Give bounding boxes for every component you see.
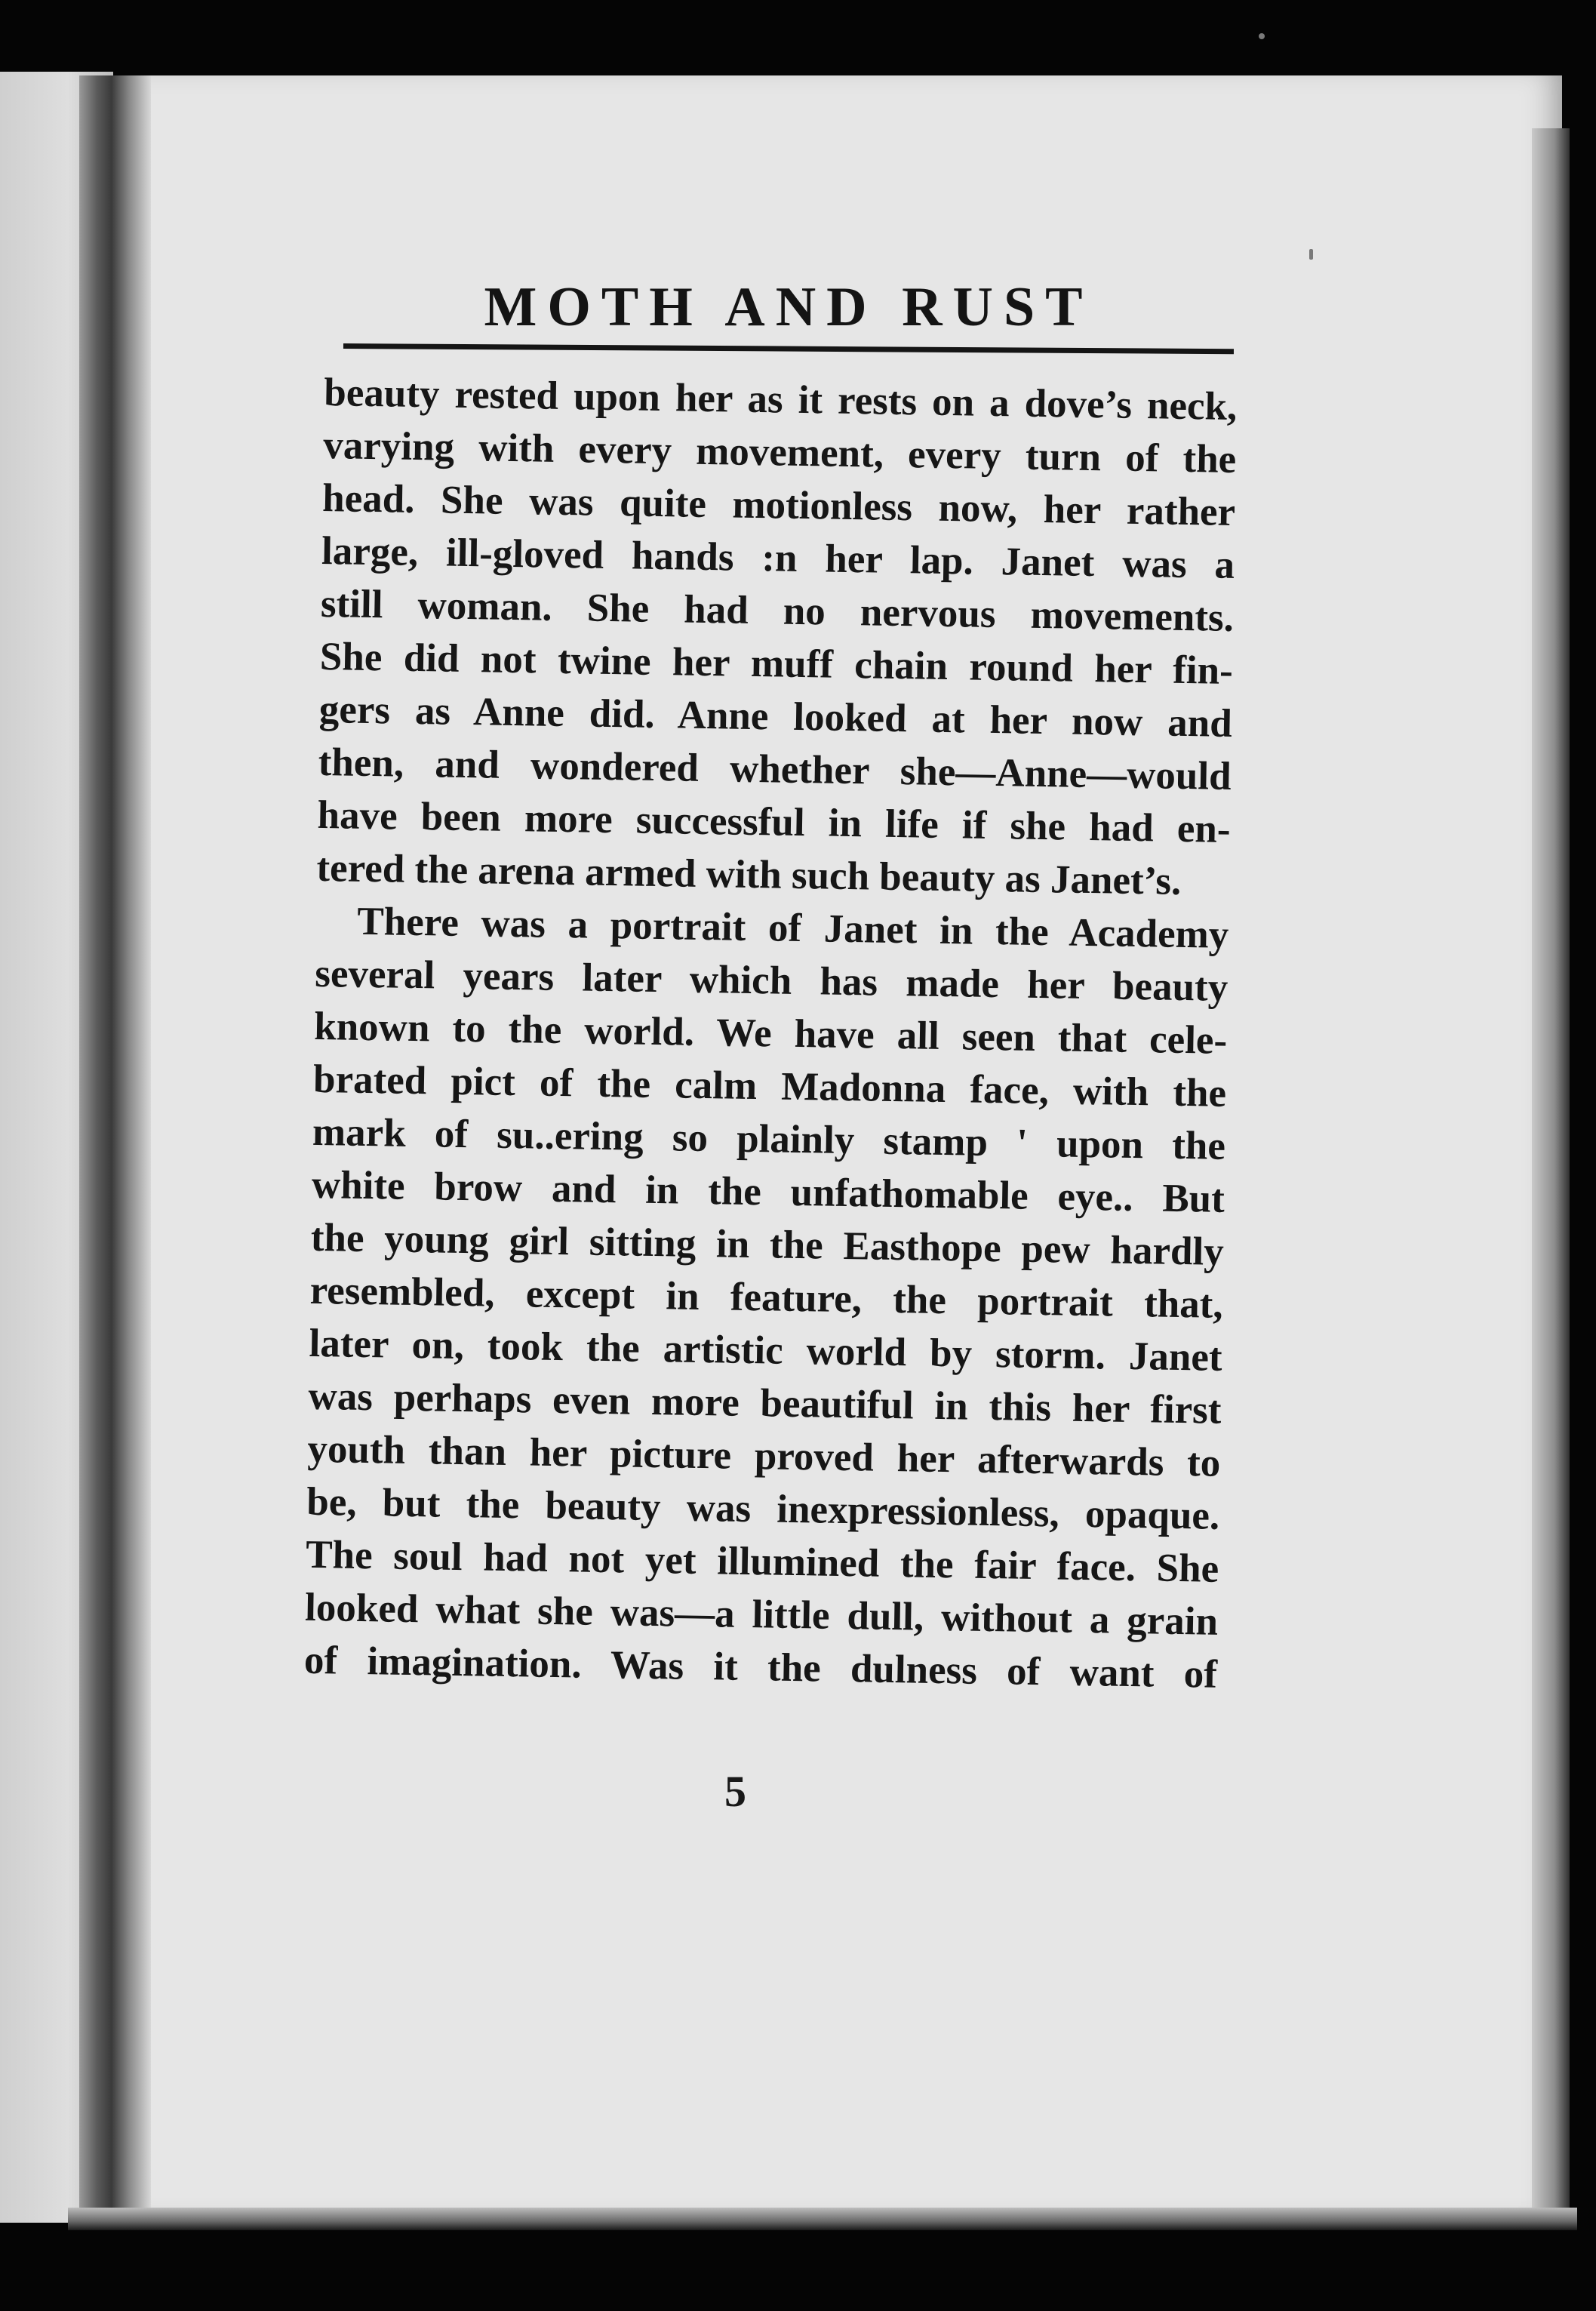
body-text: [304, 366, 1238, 1701]
running-head: [343, 226, 1234, 351]
text-line: later on, took the artistic world by storm. Janet: [309, 1321, 1222, 1380]
text-line: white brow and in the unfathomable eye.. But: [311, 1162, 1225, 1221]
text-line: known to the world. We have all seen that cele-: [313, 1004, 1228, 1063]
text-line: of imagination. Was it the dulness of want of: [303, 1638, 1218, 1697]
text-line: several years later which has made her beauty: [314, 951, 1229, 1010]
text-line: youth than her picture proved her afterwards to: [307, 1426, 1221, 1485]
dust-speck: [1309, 249, 1313, 260]
text-line: looked what she was—a little dull, without a grain: [304, 1585, 1219, 1644]
text-line: head. She was quite motionless now, her rather: [321, 475, 1236, 534]
text-line: varying with every movement, every turn of the: [322, 423, 1237, 482]
page-number: 5: [724, 1767, 746, 1816]
running-head-title: MOTH AND RUST: [484, 276, 1093, 338]
text-line: gers as Anne did. Anne looked at her now and: [318, 687, 1233, 746]
text-line: still woman. She had no nervous movements.: [320, 581, 1235, 640]
text-line: was perhaps even more beautiful in this her first: [308, 1374, 1222, 1432]
text-line: The soul had not yet illumined the fair face. She: [305, 1532, 1219, 1591]
text-line: resembled, except in feature, the portrait that,: [309, 1268, 1224, 1327]
text-line: brated pict of the calm Madonna face, with the: [312, 1057, 1227, 1115]
page-edge-right: [1532, 128, 1570, 2211]
text-line: mark of su..ering so plainly stamp ' upon the: [312, 1109, 1226, 1168]
text-line: beauty rested upon her as it rests on a dove’s neck,: [323, 370, 1238, 429]
book-gutter: [79, 75, 151, 2219]
text-line: have been more successful in life if she had en-: [317, 792, 1231, 851]
text-line: be, but the beauty was inexpressionless, opaque.: [306, 1479, 1220, 1538]
text-line: tered the arena armed with such beauty as Janet’s.: [316, 845, 1182, 903]
dust-speck: [1259, 33, 1265, 39]
text-line: then, and wondered whether she—Anne—would: [318, 740, 1232, 799]
text-line: She did not twine her muff chain round her fin-: [319, 634, 1234, 693]
text-line: the young girl sitting in the Easthope pew hardly: [310, 1215, 1225, 1274]
page-edge-bottom: [68, 2208, 1577, 2230]
text-line: large, ill-gloved hands :n her lap. Janet was a: [321, 528, 1235, 587]
text-line: There was a portrait of Janet in the Academy: [356, 899, 1229, 957]
